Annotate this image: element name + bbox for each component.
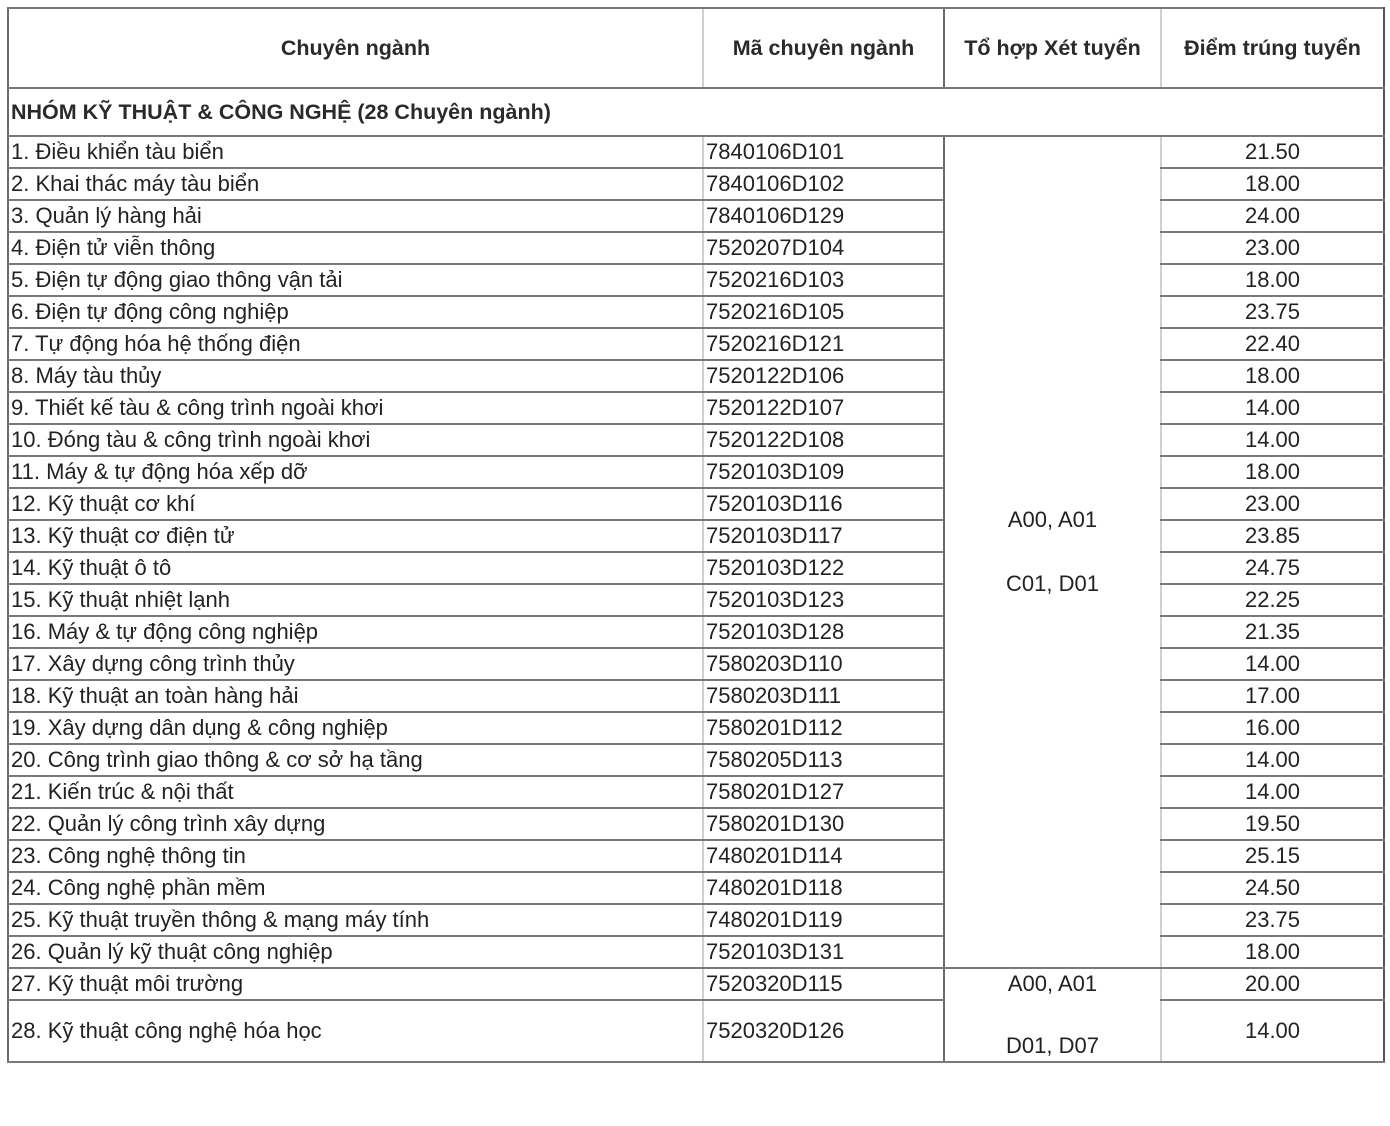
admission-score: 14.00	[1161, 1000, 1384, 1062]
admission-score: 22.40	[1161, 328, 1384, 360]
admission-score: 23.00	[1161, 232, 1384, 264]
table-row	[8, 648, 1384, 680]
table-row	[8, 488, 1384, 520]
table-row	[8, 520, 1384, 552]
table-row	[8, 360, 1384, 392]
table-row	[8, 680, 1384, 712]
admission-score: 21.50	[1161, 136, 1384, 168]
major-code: 7520103D128	[703, 616, 944, 648]
table-row	[8, 232, 1384, 264]
major-name: 16. Máy & tự động công nghiệp	[8, 616, 703, 648]
major-code: 7520320D126	[703, 1000, 944, 1062]
admission-score: 17.00	[1161, 680, 1384, 712]
major-code: 7520103D131	[703, 936, 944, 968]
major-name: 24. Công nghệ phần mềm	[8, 872, 703, 904]
major-name: 10. Đóng tàu & công trình ngoài khơi	[8, 424, 703, 456]
major-name: 3. Quản lý hàng hải	[8, 200, 703, 232]
header-code: Mã chuyên ngành	[703, 8, 944, 88]
major-code: 7580205D113	[703, 744, 944, 776]
admission-score: 18.00	[1161, 168, 1384, 200]
table-row	[8, 936, 1384, 968]
major-code: 7520122D108	[703, 424, 944, 456]
admission-score: 23.85	[1161, 520, 1384, 552]
major-code: 7480201D114	[703, 840, 944, 872]
major-code: 7840106D101	[703, 136, 944, 168]
admission-score: 18.00	[1161, 456, 1384, 488]
major-code: 7580201D127	[703, 776, 944, 808]
major-name: 21. Kiến trúc & nội thất	[8, 776, 703, 808]
combination-list	[947, 507, 1158, 597]
table-row	[8, 584, 1384, 616]
admission-score: 14.00	[1161, 392, 1384, 424]
major-name: 6. Điện tự động công nghiệp	[8, 296, 703, 328]
major-name: 14. Kỹ thuật ô tô	[8, 552, 703, 584]
major-code: 7480201D119	[703, 904, 944, 936]
major-code: 7840106D102	[703, 168, 944, 200]
admission-score: 20.00	[1161, 968, 1384, 1000]
admission-scores-table	[7, 7, 1385, 1063]
major-code: 7520216D105	[703, 296, 944, 328]
admission-score: 19.50	[1161, 808, 1384, 840]
major-code: 7580201D130	[703, 808, 944, 840]
major-code: 7520216D103	[703, 264, 944, 296]
admission-score: 24.00	[1161, 200, 1384, 232]
admission-score: 24.50	[1161, 872, 1384, 904]
combination-code: A00, A01	[1007, 507, 1098, 532]
major-code: 7520207D104	[703, 232, 944, 264]
major-name: 7. Tự động hóa hệ thống điện	[8, 328, 703, 360]
major-name: 5. Điện tự động giao thông vận tải	[8, 264, 703, 296]
admission-score: 22.25	[1161, 584, 1384, 616]
table-row	[8, 840, 1384, 872]
table-row	[8, 424, 1384, 456]
major-code: 7520320D115	[703, 968, 944, 1000]
major-name: 28. Kỹ thuật công nghệ hóa học	[8, 1000, 703, 1062]
table-row	[8, 712, 1384, 744]
table-row	[8, 616, 1384, 648]
group-header-row	[8, 88, 1384, 136]
major-code: 7580201D112	[703, 712, 944, 744]
major-name: 23. Công nghệ thông tin	[8, 840, 703, 872]
table-row	[8, 456, 1384, 488]
major-name: 12. Kỹ thuật cơ khí	[8, 488, 703, 520]
table-header-row	[8, 8, 1384, 88]
admission-score: 24.75	[1161, 552, 1384, 584]
admission-score: 18.00	[1161, 264, 1384, 296]
table-row	[8, 904, 1384, 936]
admission-score: 23.75	[1161, 904, 1384, 936]
major-code: 7580203D111	[703, 680, 944, 712]
admission-score: 14.00	[1161, 648, 1384, 680]
table-row	[8, 264, 1384, 296]
admission-score: 18.00	[1161, 936, 1384, 968]
major-code: 7520103D116	[703, 488, 944, 520]
major-code: 7520103D122	[703, 552, 944, 584]
major-code: 7480201D118	[703, 872, 944, 904]
major-name: 26. Quản lý kỹ thuật công nghiệp	[8, 936, 703, 968]
major-name: 1. Điều khiển tàu biển	[8, 136, 703, 168]
combination-code: A00, A01	[1007, 971, 1098, 996]
header-major: Chuyên ngành	[8, 8, 703, 88]
admission-score: 23.00	[1161, 488, 1384, 520]
admission-score: 21.35	[1161, 616, 1384, 648]
table-row	[8, 744, 1384, 776]
table-row	[8, 968, 1384, 1000]
major-code: 7580203D110	[703, 648, 944, 680]
major-name: 19. Xây dựng dân dụng & công nghiệp	[8, 712, 703, 744]
table-row	[8, 328, 1384, 360]
table-row	[8, 392, 1384, 424]
admission-score: 25.15	[1161, 840, 1384, 872]
admission-score: 14.00	[1161, 776, 1384, 808]
combination-code: D01, D07	[1006, 1033, 1099, 1058]
major-name: 18. Kỹ thuật an toàn hàng hải	[8, 680, 703, 712]
admission-score: 23.75	[1161, 296, 1384, 328]
table-row	[8, 136, 1384, 168]
major-code: 7520216D121	[703, 328, 944, 360]
major-name: 8. Máy tàu thủy	[8, 360, 703, 392]
combination-cell	[944, 968, 1161, 1062]
table-row	[8, 168, 1384, 200]
combination-cell	[944, 136, 1161, 968]
major-name: 9. Thiết kế tàu & công trình ngoài khơi	[8, 392, 703, 424]
major-code: 7840106D129	[703, 200, 944, 232]
major-code: 7520103D109	[703, 456, 944, 488]
header-score: Điểm trúng tuyển	[1161, 8, 1384, 88]
table-row	[8, 808, 1384, 840]
major-name: 22. Quản lý công trình xây dựng	[8, 808, 703, 840]
admission-score: 16.00	[1161, 712, 1384, 744]
major-name: 11. Máy & tự động hóa xếp dỡ	[8, 456, 703, 488]
table-row	[8, 776, 1384, 808]
combination-code: C01, D01	[1006, 571, 1099, 596]
major-code: 7520103D123	[703, 584, 944, 616]
table-row	[8, 200, 1384, 232]
major-name: 2. Khai thác máy tàu biển	[8, 168, 703, 200]
major-code: 7520122D106	[703, 360, 944, 392]
table-row	[8, 1000, 1384, 1062]
group-title: NHÓM KỸ THUẬT & CÔNG NGHỆ (28 Chuyên ngành)	[8, 88, 1384, 136]
table-row	[8, 872, 1384, 904]
major-name: 25. Kỹ thuật truyền thông & mạng máy tính	[8, 904, 703, 936]
major-name: 27. Kỹ thuật môi trường	[8, 968, 703, 1000]
admission-score: 14.00	[1161, 424, 1384, 456]
combination-list	[947, 969, 1158, 1059]
major-name: 20. Công trình giao thông & cơ sở hạ tầng	[8, 744, 703, 776]
major-code: 7520122D107	[703, 392, 944, 424]
table-row	[8, 552, 1384, 584]
major-code: 7520103D117	[703, 520, 944, 552]
major-name: 4. Điện tử viễn thông	[8, 232, 703, 264]
major-name: 13. Kỹ thuật cơ điện tử	[8, 520, 703, 552]
table-row	[8, 296, 1384, 328]
header-combination: Tổ hợp Xét tuyển	[944, 8, 1161, 88]
admission-score: 18.00	[1161, 360, 1384, 392]
major-name: 15. Kỹ thuật nhiệt lạnh	[8, 584, 703, 616]
major-name: 17. Xây dựng công trình thủy	[8, 648, 703, 680]
admission-score: 14.00	[1161, 744, 1384, 776]
